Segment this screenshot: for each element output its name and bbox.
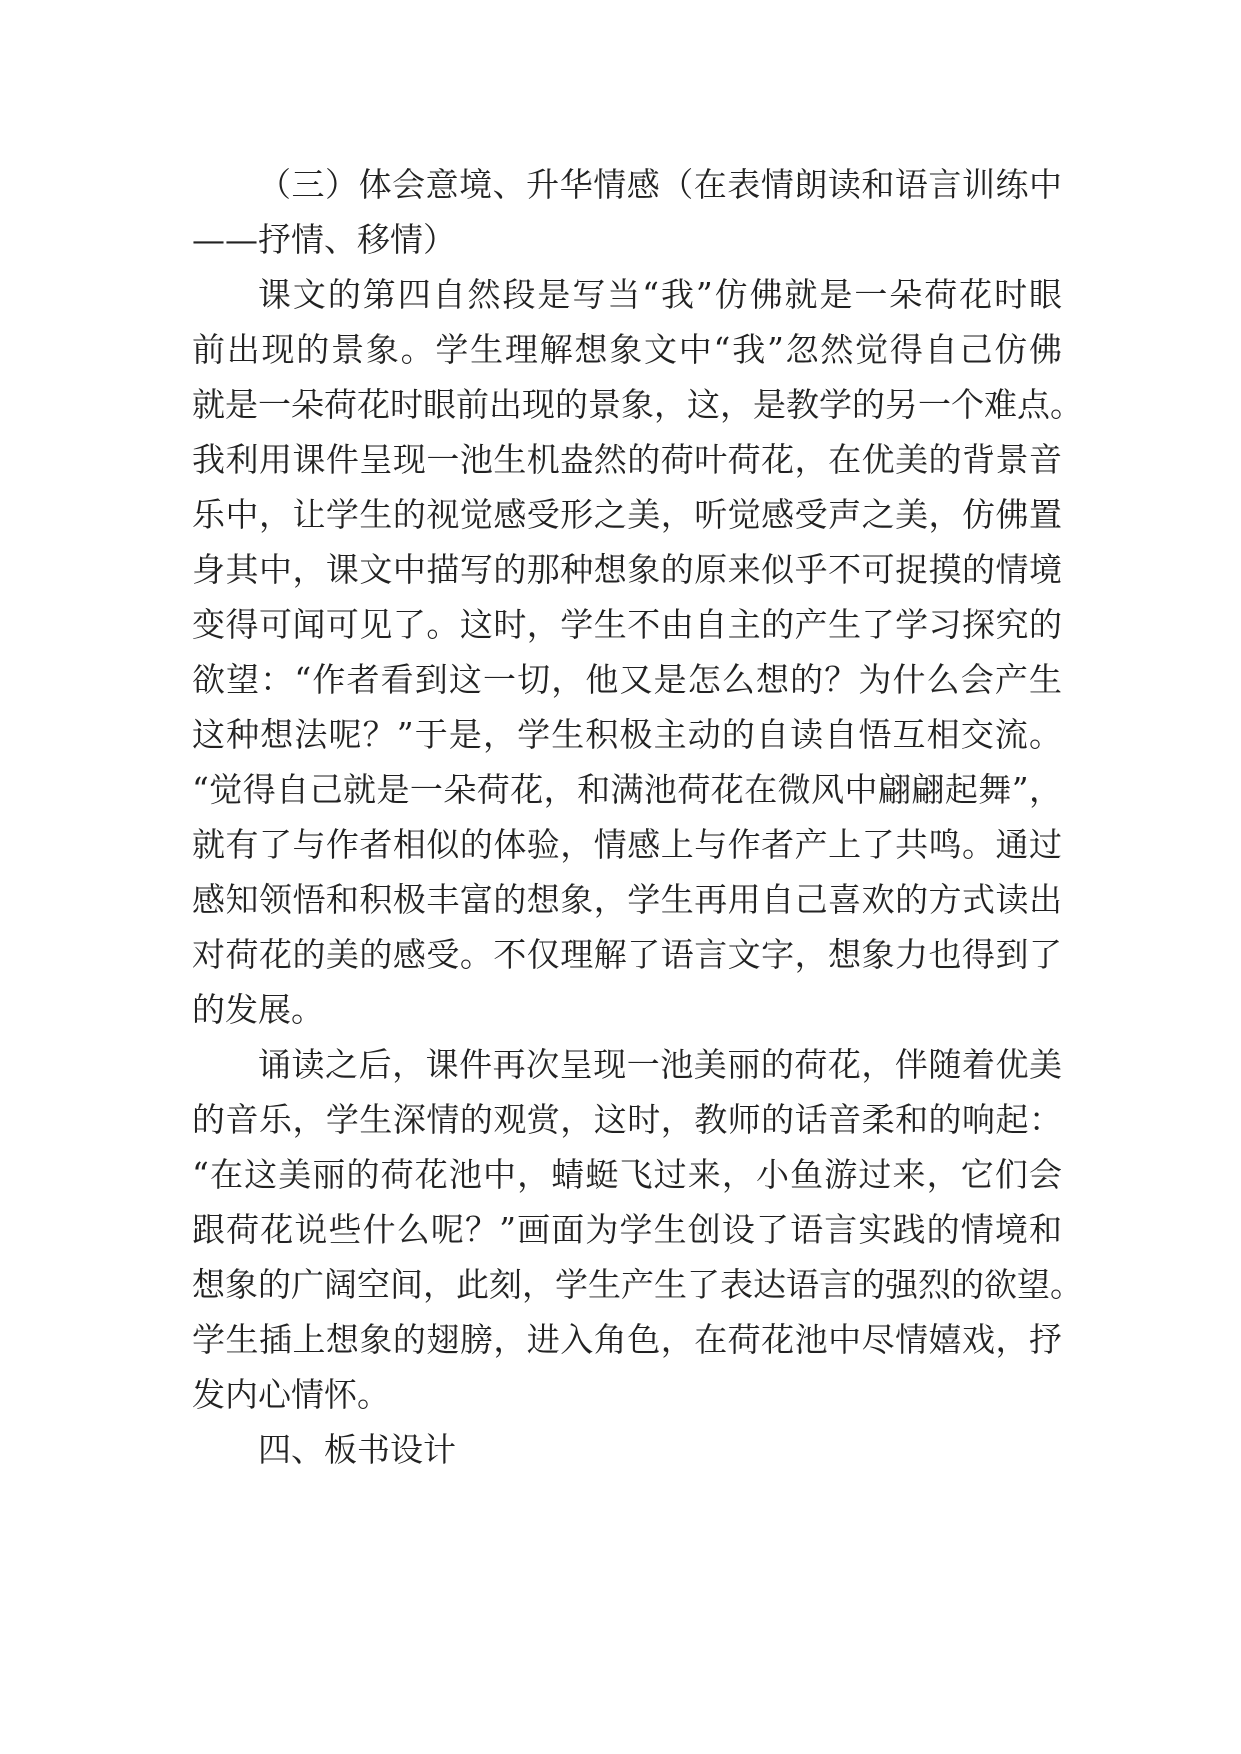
paragraph-1-line: 身其中，课文中描写的那种想象的原来似乎不可捉摸的情境 [192,550,1062,589]
paragraph-1-line: 就是一朵荷花时眼前出现的景象，这，是教学的另一个难点。 [192,385,1083,424]
paragraph-1-line: 前出现的景象。学生理解想象文中“我”忽然觉得自己仿佛 [192,330,1062,369]
section-heading-3: （三）体会意境、升华情感（在表情朗读和语言训练中 [258,165,1062,204]
paragraph-1-line: 变得可闻可见了。这时，学生不由自主的产生了学习探究的 [192,605,1062,644]
paragraph-1-line: “觉得自己就是一朵荷花，和满池荷花在微风中翩翩起舞”， [192,770,1062,809]
section-heading-3-continued: ——抒情、移情） [192,220,456,259]
paragraph-2-line: 学生插上想象的翅膀，进入角色，在荷花池中尽情嬉戏，抒 [192,1320,1062,1359]
paragraph-1-line: 这种想法呢？”于是，学生积极主动的自读自悟互相交流。 [192,715,1062,754]
paragraph-1-line: 我利用课件呈现一池生机盎然的荷叶荷花，在优美的背景音 [192,440,1062,479]
paragraph-2-line: 诵读之后，课件再次呈现一池美丽的荷花，伴随着优美 [258,1045,1062,1084]
paragraph-1-line: 感知领悟和积极丰富的想象，学生再用自己喜欢的方式读出 [192,880,1062,919]
paragraph-1-line: 的发展。 [192,990,324,1029]
paragraph-1-line: 欲望：“作者看到这一切，他又是怎么想的？为什么会产生 [192,660,1062,699]
paragraph-2-line: 想象的广阔空间，此刻，学生产生了表达语言的强烈的欲望。 [192,1265,1083,1304]
paragraph-1-line: 课文的第四自然段是写当“我”仿佛就是一朵荷花时眼 [258,275,1062,314]
paragraph-2-line: 的音乐，学生深情的观赏，这时，教师的话音柔和的响起： [192,1100,1062,1139]
paragraph-1-line: 对荷花的美的感受。不仅理解了语言文字，想象力也得到了 [192,935,1062,974]
paragraph-1-line: 就有了与作者相似的体验，情感上与作者产上了共鸣。通过 [192,825,1062,864]
section-heading-4: 四、板书设计 [258,1430,456,1469]
paragraph-2-line: “在这美丽的荷花池中，蜻蜓飞过来，小鱼游过来，它们会 [192,1155,1062,1194]
paragraph-2-line: 跟荷花说些什么呢？”画面为学生创设了语言实践的情境和 [192,1210,1062,1249]
paragraph-2-line: 发内心情怀。 [192,1375,390,1414]
paragraph-1-line: 乐中，让学生的视觉感受形之美，听觉感受声之美，仿佛置 [192,495,1062,534]
